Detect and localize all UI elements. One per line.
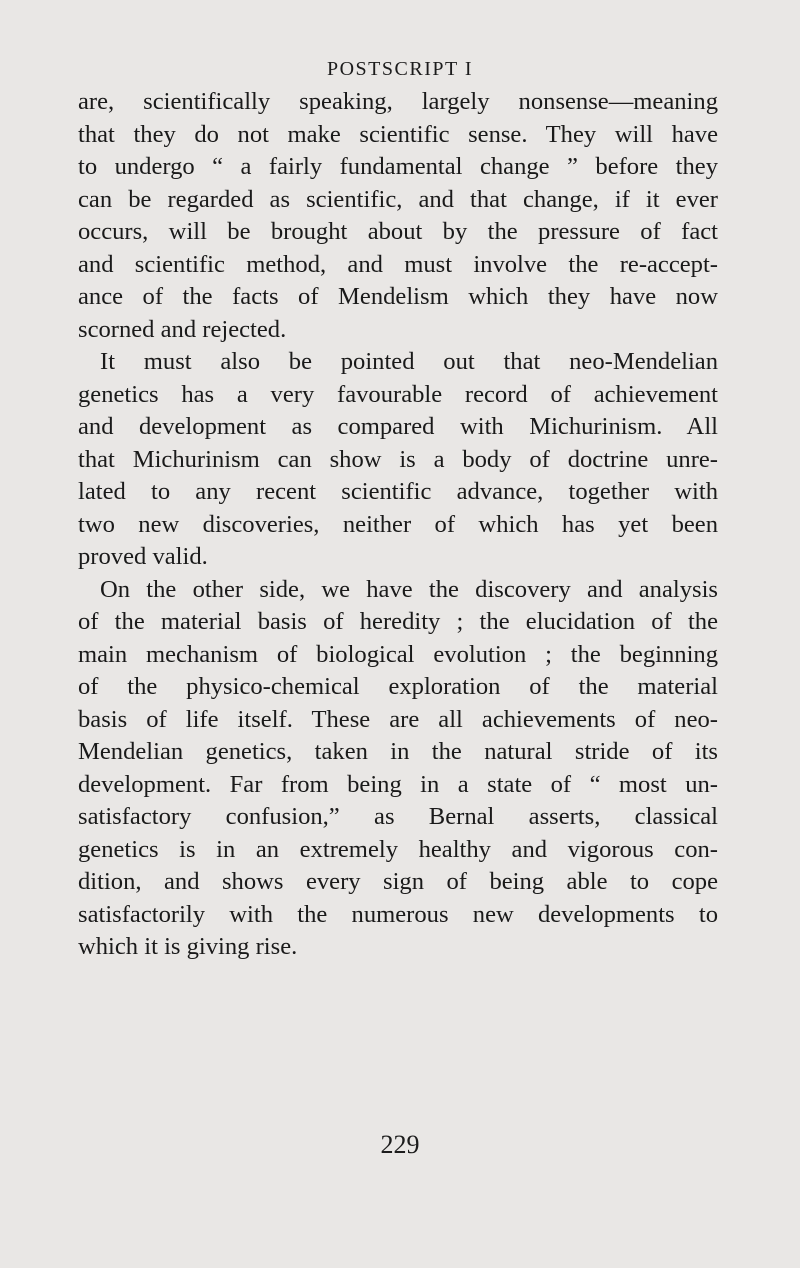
paragraph — [78, 86, 718, 346]
text-line: genetics is in an extremely healthy and vigorous con- — [78, 835, 718, 863]
text-line: and scientific method, and must involve the re-accept- — [78, 250, 718, 278]
body-text — [78, 86, 718, 964]
paragraph — [78, 574, 718, 964]
running-head: POSTSCRIPT I — [326, 58, 473, 80]
text-line: main mechanism of biological evolution ; the beginning — [78, 640, 718, 668]
text-line: basis of life itself. These are all achievements of neo- — [78, 705, 718, 733]
text-line: of the material basis of heredity ; the elucidation of the — [78, 608, 718, 635]
text-line: two new discoveries, neither of which has yet been — [78, 510, 718, 538]
text-line: occurs, will be brought about by the pressure of fact — [78, 218, 718, 245]
text-line: dition, and shows every sign of being able to cope — [78, 868, 718, 895]
text-line: to undergo “ a fairly fundamental change ” before they — [78, 153, 718, 180]
text-line: On the other side, we have the discovery and analysis — [100, 575, 718, 603]
text-line: proved valid. — [78, 543, 208, 570]
text-line: development. Far from being in a state of “ most un- — [78, 770, 718, 798]
text-line: lated to any recent scientific advance, together with — [78, 478, 718, 505]
text-line: that they do not make scientific sense. They will have — [78, 120, 718, 148]
text-line: and development as compared with Michurinism. All — [78, 413, 718, 440]
text-line: that Michurinism can show is a body of doctrine unre- — [78, 445, 718, 473]
text-line: are, scientifically speaking, largely nonsense—meaning — [78, 88, 718, 115]
text-line: scorned and rejected. — [78, 315, 287, 343]
text-line: which it is giving rise. — [78, 933, 298, 960]
text-line: Mendelian genetics, taken in the natural stride of its — [78, 738, 718, 765]
text-line: genetics has a very favourable record of achievement — [78, 380, 718, 408]
paragraph — [78, 346, 718, 574]
text-line: of the physico-chemical exploration of the material — [78, 673, 718, 700]
text-line: satisfactorily with the numerous new developments to — [78, 900, 718, 928]
page-number: 229 — [380, 1130, 420, 1159]
text-line: It must also be pointed out that neo-Mendelian — [100, 348, 718, 375]
text-line: satisfactory confusion,” as Bernal asserts, classical — [78, 803, 718, 830]
text-line: can be regarded as scientific, and that change, if it ever — [78, 185, 718, 213]
text-line: ance of the facts of Mendelism which they have now — [78, 283, 718, 310]
